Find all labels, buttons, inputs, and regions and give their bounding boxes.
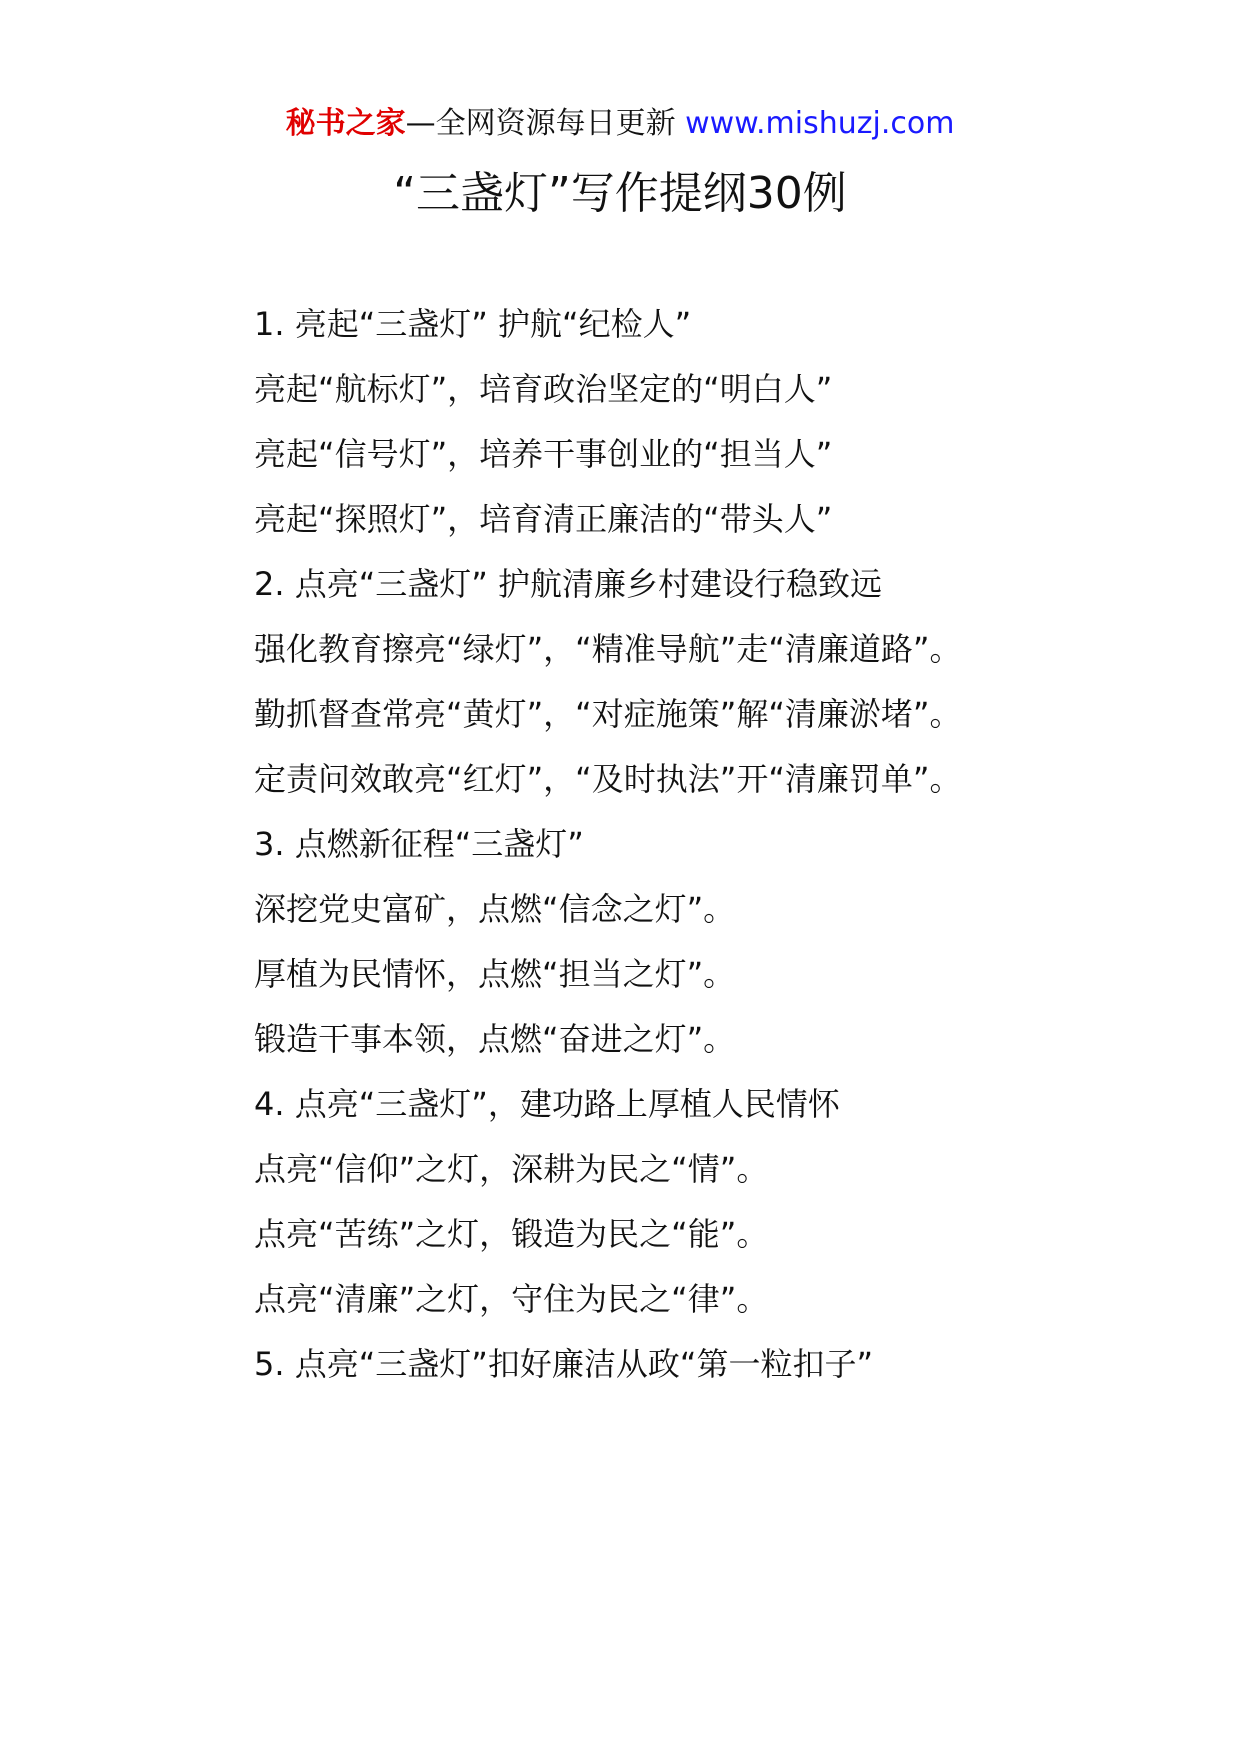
section-heading: 5. 点亮“三盏灯”扣好廉洁从政“第一粒扣子”: [254, 1345, 874, 1383]
document-body: [186, 292, 1066, 1397]
site-tagline: —全网资源每日更新: [405, 106, 676, 141]
body-paragraph: 强化教育擦亮“绿灯”，“精准导航”走“清廉道路”。: [254, 630, 962, 668]
body-paragraph: 点亮“清廉”之灯，守住为民之“律”。: [254, 1280, 769, 1318]
site-url-link[interactable]: www.mishuzj.com: [685, 106, 955, 141]
section-heading: 4. 点亮“三盏灯”，建功路上厚植人民情怀: [254, 1085, 840, 1123]
body-paragraph: 深挖党史富矿，点燃“信念之灯”。: [254, 890, 736, 928]
body-paragraph: 锻造干事本领，点燃“奋进之灯”。: [254, 1020, 736, 1058]
section-heading: 1. 亮起“三盏灯” 护航“纪检人”: [254, 305, 692, 343]
body-paragraph: 定责问效敢亮“红灯”，“及时执法”开“清廉罚单”。: [254, 760, 962, 798]
body-paragraph: 亮起“航标灯”，培育政治坚定的“明白人”: [254, 370, 833, 408]
site-brand: 秘书之家: [285, 106, 406, 141]
document-title: “三盏灯”写作提纲30例: [393, 168, 847, 219]
site-header: [0, 104, 1240, 144]
body-paragraph: 厚植为民情怀，点燃“担当之灯”。: [254, 955, 736, 993]
body-paragraph: 亮起“信号灯”，培养干事创业的“担当人”: [254, 435, 833, 473]
section-heading: 2. 点亮“三盏灯” 护航清廉乡村建设行稳致远: [254, 565, 883, 603]
body-paragraph: 点亮“信仰”之灯，深耕为民之“情”。: [254, 1150, 769, 1188]
section-heading: 3. 点燃新征程“三盏灯”: [254, 825, 584, 863]
body-paragraph: 亮起“探照灯”，培育清正廉洁的“带头人”: [254, 500, 833, 538]
body-paragraph: 点亮“苦练”之灯，锻造为民之“能”。: [254, 1215, 769, 1253]
body-paragraph: 勤抓督查常亮“黄灯”，“对症施策”解“清廉淤堵”。: [254, 695, 962, 733]
